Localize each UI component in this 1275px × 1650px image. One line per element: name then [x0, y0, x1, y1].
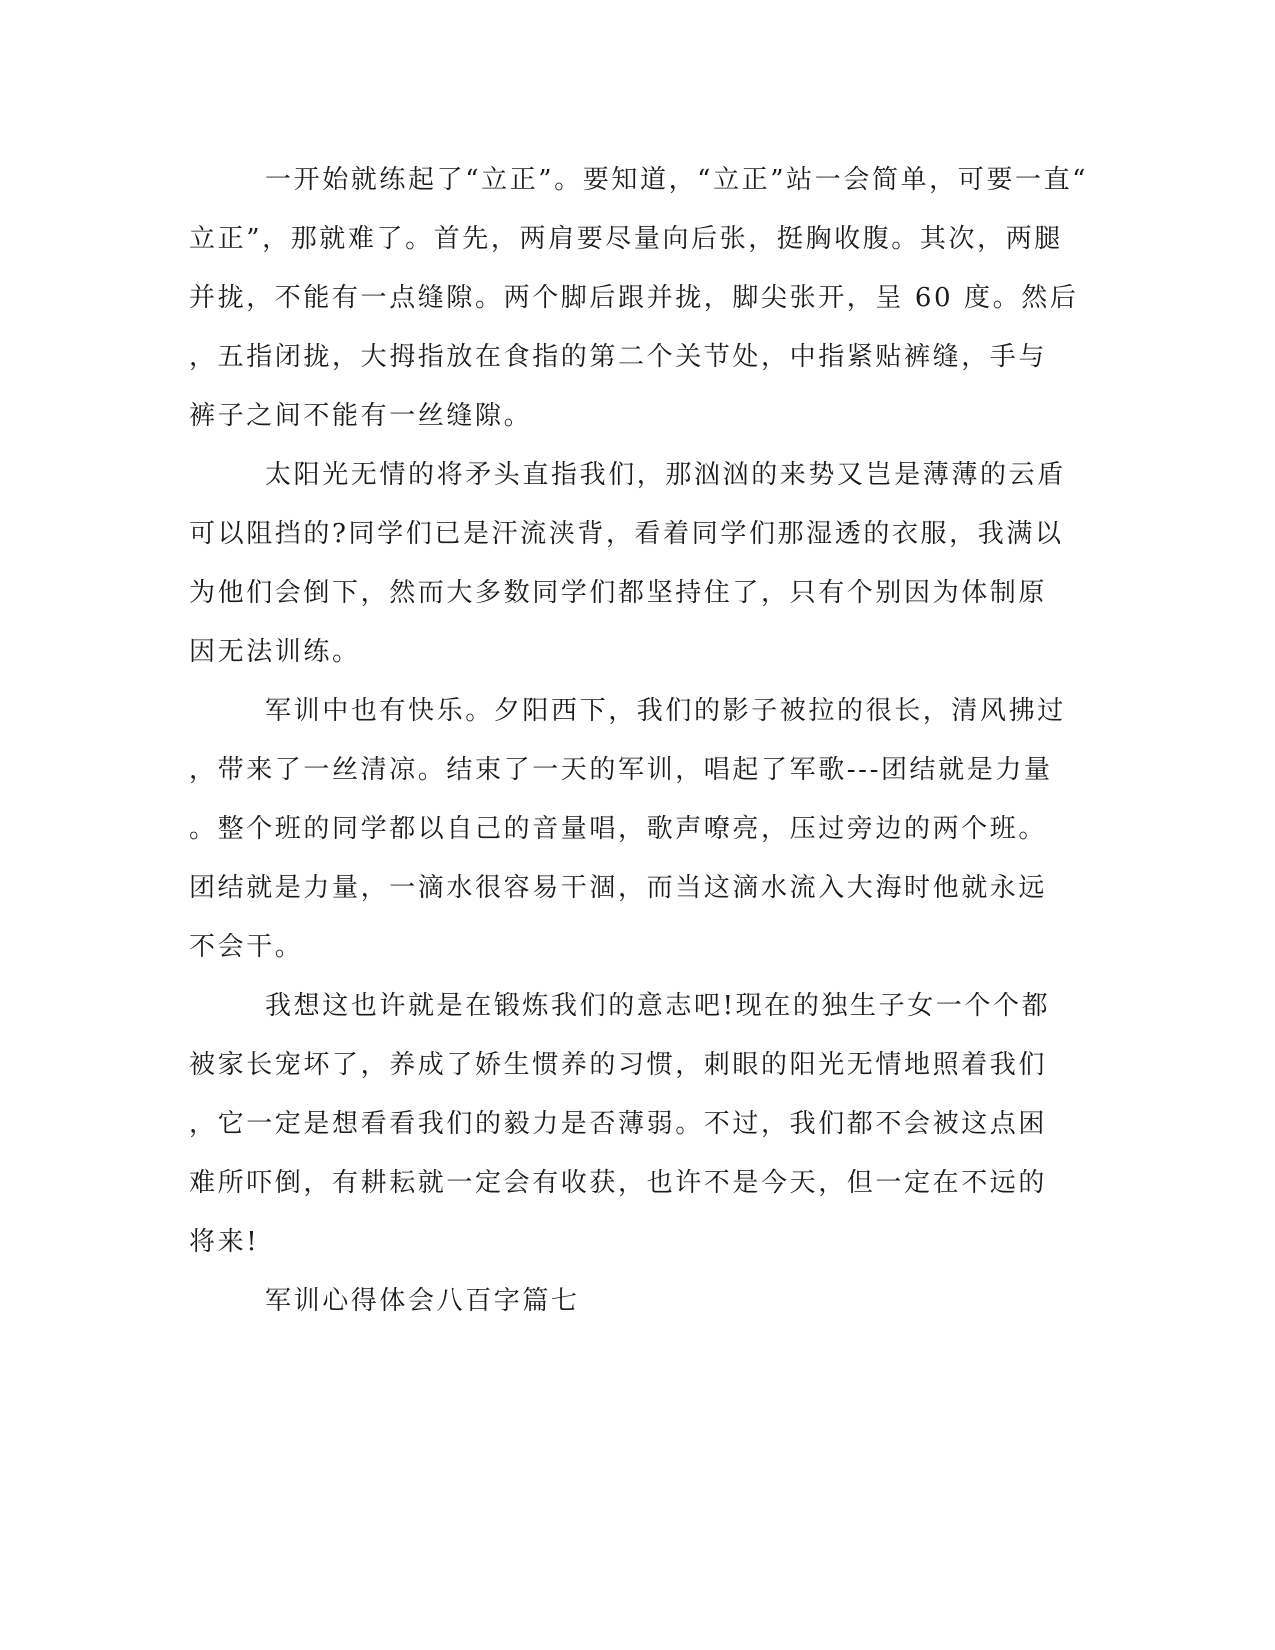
paragraph-1-line-1: 一开始就练起了“立正”。要知道，“立正”站一会简单，可要一直“ [265, 165, 1089, 195]
paragraph-4-line-1: 我想这也许就是在锻炼我们的意志吧!现在的独生子女一个个都 [265, 991, 1051, 1021]
paragraph-4-line-3: ，它一定是想看看我们的毅力是否薄弱。不过，我们都不会被这点困 [189, 1109, 1048, 1139]
paragraph-2-line-4: 因无法训练。 [189, 637, 361, 667]
paragraph-3-line-4: 团结就是力量，一滴水很容易干涸，而当这滴水流入大海时他就永远 [189, 873, 1048, 903]
paragraph-1-line-3: 并拢，不能有一点缝隙。两个脚后跟并拢，脚尖张开，呈 60 度。然后 [189, 283, 1079, 313]
paragraph-4-line-2: 被家长宠坏了，养成了娇生惯养的习惯，刺眼的阳光无情地照着我们 [189, 1050, 1048, 1080]
paragraph-2-line-2: 可以阻挡的?同学们已是汗流浃背，看着同学们那湿透的衣服，我满以 [189, 519, 1064, 549]
paragraph-2-line-3: 为他们会倒下，然而大多数同学们都坚持住了，只有个别因为体制原 [189, 578, 1048, 608]
paragraph-2-line-1: 太阳光无情的将矛头直指我们，那汹汹的来势又岂是薄薄的云盾 [265, 460, 1066, 490]
paragraph-1-line-4: ，五指闭拢，大拇指放在食指的第二个关节处，中指紧贴裤缝，手与 [189, 342, 1048, 372]
section-heading: 军训心得体会八百字篇七 [265, 1286, 580, 1316]
paragraph-4-line-4: 难所吓倒，有耕耘就一定会有收获，也许不是今天，但一定在不远的 [189, 1168, 1048, 1198]
paragraph-3-line-3: 。整个班的同学都以自己的音量唱，歌声嘹亮，压过旁边的两个班。 [189, 814, 1048, 844]
paragraph-3-line-5: 不会干。 [189, 932, 304, 962]
paragraph-1-line-2: 立正”，那就难了。首先，两肩要尽量向后张，挺胸收腹。其次，两腿 [189, 224, 1063, 254]
paragraph-3-line-1: 军训中也有快乐。夕阳西下，我们的影子被拉的很长，清风拂过 [265, 696, 1066, 726]
paragraph-3-line-2: ，带来了一丝清凉。结束了一天的军训，唱起了军歌---团结就是力量 [189, 755, 1053, 785]
paragraph-4-line-5: 将来! [189, 1227, 260, 1257]
paragraph-1-line-5: 裤子之间不能有一丝缝隙。 [189, 401, 533, 431]
